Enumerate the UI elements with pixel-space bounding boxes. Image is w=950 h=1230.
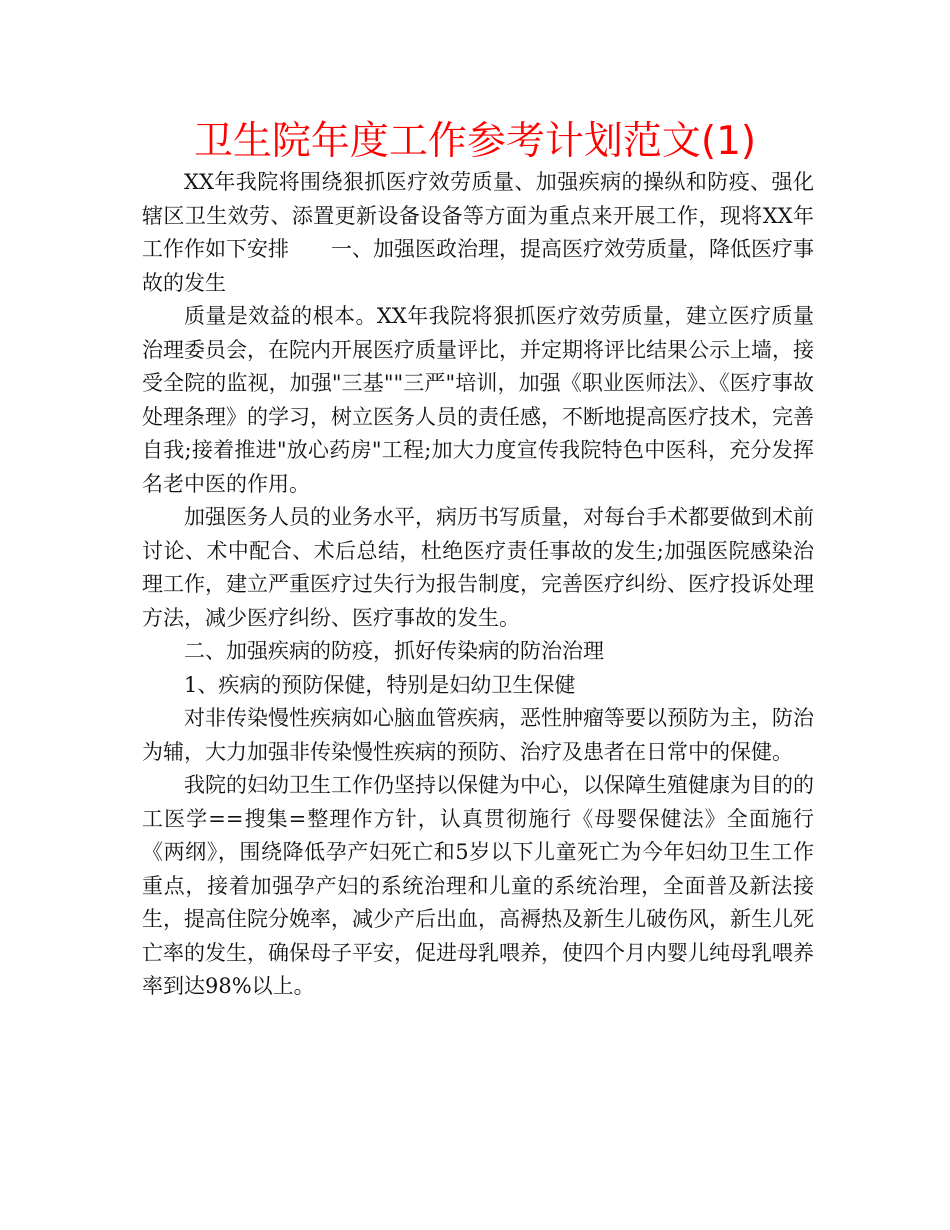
paragraph-intro: XX年我院将围绕狠抓医疗效劳质量、加强疾病的操纵和防疫、强化辖区卫生效劳、添置更新设备设备等方面为重点来开展工作，现将XX年工作作如下安排 一、加强医政治理，提高医疗效劳质量，降低医疗事故的发生: [142, 170, 814, 295]
document-body: [142, 166, 814, 1004]
document-title: 卫生院年度工作参考计划范文(1): [193, 119, 757, 164]
paragraph-chronic-disease: 对非传染慢性疾病如心脑血管疾病，恶性肿瘤等要以预防为主，防治为辅，大力加强非传染慢性疾病的预防、治疗及患者在日常中的保健。: [142, 706, 814, 764]
subsection-heading-maternal-child: 1、疾病的预防保健，特别是妇幼卫生保健: [184, 672, 576, 697]
paragraph-maternal-child-health: 我院的妇幼卫生工作仍坚持以保健为中心，以保障生殖健康为目的的工医学==搜集=整理作方针，认真贯彻施行《母婴保健法》全面施行《两纲》，围绕降低孕产妇死亡和5岁以下儿童死亡为今年妇幼卫生工作重点，接着加强孕产妇的系统治理和儿童的系统治理，全面普及新法接生，提高住院分娩率，减少产后出血，高褥热及新生儿破伤风，新生儿死亡率的发生，确保母子平安，促进母乳喂养，使四个月内婴儿纯母乳喂养率到达98%以上。: [142, 773, 814, 998]
paragraph-quality: 质量是效益的根本。XX年我院将狠抓医疗效劳质量，建立医疗质量治理委员会，在院内开展医疗质量评比，并定期将评比结果公示上墙，接受全院的监视，加强"三基""三严"培训，加强《职业医师法》、《医疗事故处理条理》的学习，树立医务人员的责任感，不断地提高医疗技术，完善自我;接着推进"放心药房"工程;加大力度宣传我院特色中医科，充分发挥名老中医的作用。: [142, 304, 814, 496]
section-heading-disease-prevention: 二、加强疾病的防疫，抓好传染病的防治治理: [184, 639, 604, 663]
paragraph-staff-level: 加强医务人员的业务水平，病历书写质量，对每台手术都要做到术前讨论、术中配合、术后总结，杜绝医疗责任事故的发生;加强医院感染治理工作，建立严重医疗过失行为报告制度，完善医疗纠纷、医疗投诉处理方法，减少医疗纠纷、医疗事故的发生。: [142, 505, 814, 630]
